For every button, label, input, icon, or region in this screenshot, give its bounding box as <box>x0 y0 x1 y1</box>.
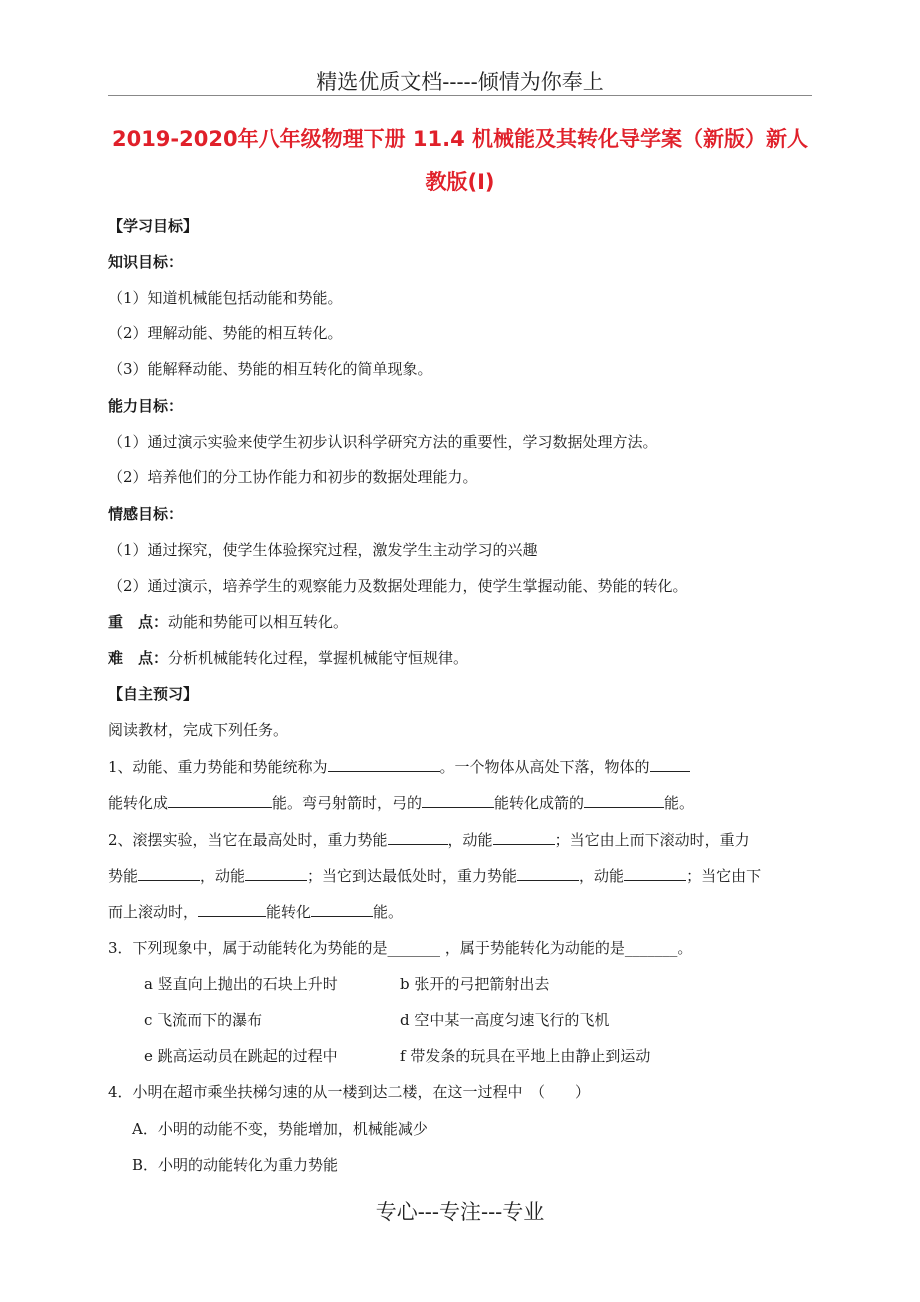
question-2-line-1 <box>108 830 750 850</box>
key-point-label: 重 点： <box>108 613 169 631</box>
knowledge-heading: 知识目标： <box>108 253 184 271</box>
answer-blank[interactable] <box>388 830 448 845</box>
question-1-line-1 <box>108 757 690 777</box>
answer-blank[interactable] <box>624 866 686 881</box>
q2-text: ，动能 <box>447 831 493 849</box>
emotion-item: （2）通过演示，培养学生的观察能力及数据处理能力，使学生掌握动能、势能的转化。 <box>108 577 688 595</box>
q4-choice: A．小明的动能不变，势能增加，机械能减少 <box>132 1120 428 1138</box>
answer-blank[interactable] <box>168 793 272 808</box>
document-title <box>108 118 812 204</box>
q1-text: 能。弯弓射箭时，弓的 <box>272 794 423 812</box>
q3-option: d 空中某一高度匀速飞行的飞机 <box>400 1011 610 1029</box>
emotion-heading: 情感目标： <box>108 505 184 523</box>
difficult-point-label: 难 点： <box>108 649 169 667</box>
title-line-2: 教版(I) <box>425 170 495 194</box>
preview-intro: 阅读教材，完成下列任务。 <box>108 721 289 739</box>
q3-option: a 竖直向上抛出的石块上升时 <box>144 975 338 993</box>
section-goals-heading: 【学习目标】 <box>108 217 199 235</box>
q2-text: 势能 <box>108 867 139 885</box>
q1-text: 。一个物体从高处下落，物体的 <box>439 758 650 776</box>
q3-option: e 跳高运动员在跳起的过程中 <box>144 1047 338 1065</box>
header-divider <box>108 95 812 96</box>
answer-blank[interactable] <box>311 902 373 917</box>
answer-blank[interactable] <box>198 902 266 917</box>
answer-blank[interactable] <box>138 866 200 881</box>
question-2-line-2 <box>108 866 761 886</box>
question-1-line-2 <box>108 793 694 813</box>
answer-blank[interactable] <box>245 866 307 881</box>
q1-text: 能。 <box>664 794 695 812</box>
q2-text: ；当它由上而下滚动时，重力 <box>554 831 750 849</box>
q2-text: ；当它由下 <box>686 867 762 885</box>
difficult-point <box>108 648 468 668</box>
q2-text: 2、滚摆实验，当它在最高处时，重力势能 <box>108 831 388 849</box>
ability-item: （1）通过演示实验来使学生初步认识科学研究方法的重要性，学习数据处理方法。 <box>108 433 658 451</box>
q2-text: ，动能 <box>579 867 625 885</box>
key-point <box>108 612 348 632</box>
q3-option: b 张开的弓把箭射出去 <box>400 975 550 993</box>
answer-blank[interactable] <box>422 793 494 808</box>
page-footer: 专心---专注---专业 <box>375 1200 545 1224</box>
q4-choice: B．小明的动能转化为重力势能 <box>132 1156 339 1174</box>
answer-blank[interactable] <box>650 757 690 772</box>
q1-text: 能转化成 <box>108 794 169 812</box>
knowledge-item: （2）理解动能、势能的相互转化。 <box>108 324 343 342</box>
q2-text: ；当它到达最低处时，重力势能 <box>307 867 518 885</box>
ability-heading: 能力目标： <box>108 397 184 415</box>
question-3-stem: 3．下列现象中，属于动能转化为势能的是_______ ，属于势能转化为动能的是_______。 <box>108 939 693 957</box>
answer-blank[interactable] <box>493 830 555 845</box>
title-line-1: 2019-2020年八年级物理下册 11.4 机械能及其转化导学案（新版）新人 <box>111 127 809 151</box>
q2-text: 能。 <box>373 903 404 921</box>
q1-text: 能转化成箭的 <box>494 794 585 812</box>
q3-option: f 带发条的玩具在平地上由静止到运动 <box>400 1047 651 1065</box>
knowledge-item: （3）能解释动能、势能的相互转化的简单现象。 <box>108 360 433 378</box>
q1-text: 1、动能、重力势能和势能统称为 <box>108 758 328 776</box>
q3-option: c 飞流而下的瀑布 <box>144 1011 263 1029</box>
q2-text: 而上滚动时， <box>108 903 199 921</box>
section-preview-heading: 【自主预习】 <box>108 685 199 703</box>
emotion-item: （1）通过探究，使学生体验探究过程，激发学生主动学习的兴趣 <box>108 541 538 559</box>
question-4-stem: 4．小明在超市乘坐扶梯匀速的从一楼到达二楼，在这一过程中 （ ） <box>108 1083 591 1101</box>
difficult-point-text: 分析机械能转化过程，掌握机械能守恒规律。 <box>168 649 469 667</box>
q2-text: ，动能 <box>200 867 246 885</box>
key-point-text: 动能和势能可以相互转化。 <box>168 613 349 631</box>
answer-blank[interactable] <box>584 793 664 808</box>
question-2-line-3 <box>108 902 403 922</box>
page-header: 精选优质文档-----倾情为你奉上 <box>316 70 604 94</box>
q2-text: 能转化 <box>266 903 312 921</box>
answer-blank[interactable] <box>517 866 579 881</box>
answer-blank[interactable] <box>328 757 440 772</box>
ability-item: （2）培养他们的分工协作能力和初步的数据处理能力。 <box>108 468 478 486</box>
knowledge-item: （1）知道机械能包括动能和势能。 <box>108 289 343 307</box>
